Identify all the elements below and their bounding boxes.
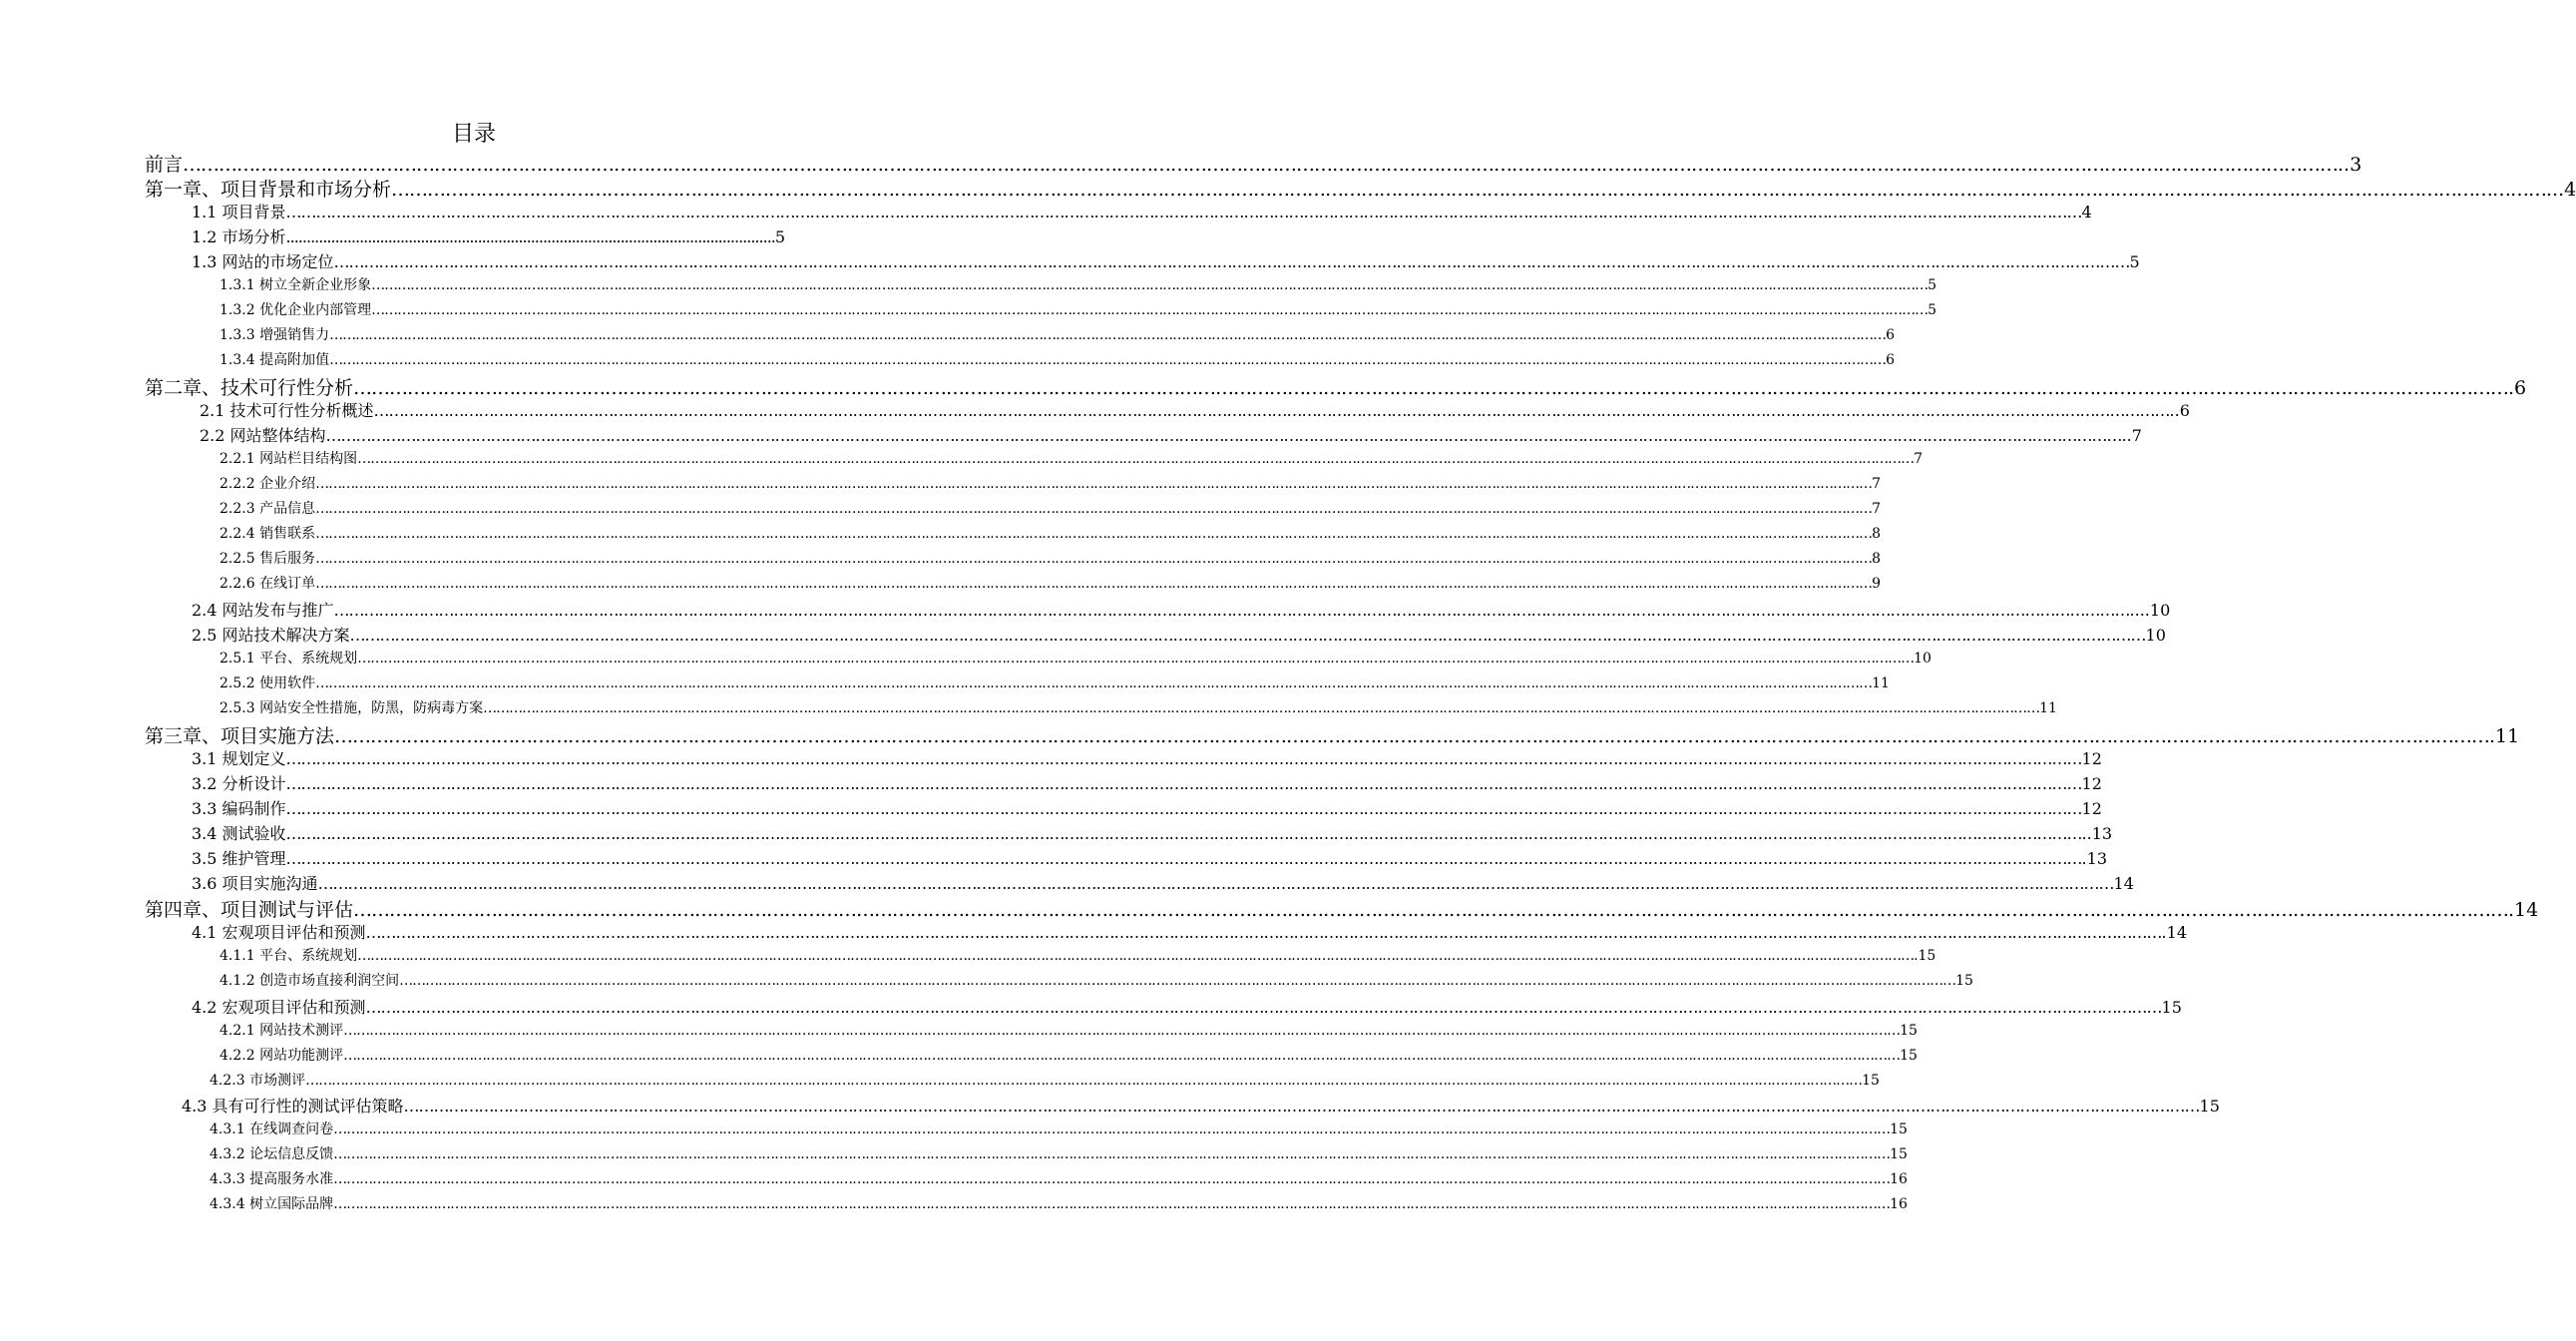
toc-entry-label: 1.3 网站的市场定位 <box>192 252 334 271</box>
toc-entry-page-number: ..7 <box>2121 426 2142 445</box>
dot-leader: ……………………………………………………………………………………………………………………………………………………………………………………………………………………………………………………………………………………………………………………………… <box>333 1121 1891 1137</box>
toc-entry-page-number: 6 <box>1886 352 1895 368</box>
toc-entry[interactable] <box>219 299 1936 319</box>
toc-entry-label: 第四章、项目测试与评估 <box>145 899 354 921</box>
toc-entry[interactable] <box>192 224 786 247</box>
toc-title: 目录 <box>451 122 496 147</box>
toc-entry[interactable] <box>219 523 1881 543</box>
dot-leader: ……………………………………………………………………………………………………………………………………………………………………………………………………………………………………………………………………………………………………………………………… <box>334 725 2490 747</box>
toc-entry[interactable] <box>192 995 2182 1018</box>
dot-leader: ……………………………………………………………………………………………………………………………………………………………………………………………………………………………………………………………………………………………………………………………… <box>285 824 2082 843</box>
toc-entry[interactable] <box>192 200 2092 223</box>
toc-entry-label: 2.2.2 企业介绍 <box>219 476 316 492</box>
toc-entry[interactable] <box>219 970 1973 990</box>
toc-entry[interactable] <box>200 398 2190 421</box>
toc-entry-page-number: ..6 <box>2169 401 2190 420</box>
toc-entry-label: 1.2 市场分析 <box>192 227 286 246</box>
toc-entry-page-number: 15 <box>1890 1146 1908 1162</box>
toc-entry-label: 2.5.3 网站安全性措施，防黑，防病毒方案 <box>219 700 484 716</box>
toc-entry[interactable] <box>219 1020 1918 1040</box>
dot-leader: ……………………………………………………………………………………………………………………………………………………………………………………………………………………………………………………………………………………………………………………………… <box>315 551 1873 567</box>
toc-entry-label: 2.5 网站技术解决方案 <box>192 626 350 645</box>
dot-leader: ……………………………………………………………………………………………………………………………………………………………………………………………………………………………………………………………………………………………………………………………… <box>403 1097 2200 1116</box>
toc-entry-label: 4.2 宏观项目评估和预测 <box>192 998 366 1017</box>
toc-entry-label: 4.3.2 论坛信息反馈 <box>210 1146 334 1162</box>
toc-entry-page-number: 15 <box>1862 1073 1880 1089</box>
toc-entry[interactable] <box>210 1168 1908 1188</box>
toc-entry[interactable] <box>219 672 1890 692</box>
toc-entry-page-number: 8 <box>1872 526 1881 542</box>
toc-entry-page-number: 7 <box>1914 451 1923 467</box>
toc-entry-page-number: 7 <box>1872 501 1881 517</box>
toc-entry-label: 2.4 网站发布与推广 <box>192 601 334 620</box>
toc-entry[interactable] <box>219 498 1881 518</box>
dot-leader: ……………………………………………………………………………………………………………………………………………………………………………………………………………………………………………………………………………………………………………………………… <box>315 501 1873 517</box>
dot-leader: ……………………………………………………………………………………………………………………………………………………………………………………………………………………………………………………………………………………………………………………………… <box>285 849 2082 868</box>
toc-entry[interactable] <box>210 1070 1880 1090</box>
toc-entry-label: 2.2.4 销售联系 <box>219 526 316 542</box>
toc-entry-label: 3.1 规划定义 <box>192 749 286 768</box>
toc-entry-label: 3.6 项目实施沟通 <box>192 874 318 893</box>
dot-leader: ……………………………………………………………………………………………………………………………………………………………………………………………………………………………………………………………………………………………………………………………… <box>305 1073 1863 1089</box>
toc-entry-label: 4.1.1 平台、系统规划 <box>219 948 358 964</box>
toc-entry[interactable] <box>219 573 1881 593</box>
toc-entry-label: 2.5.2 使用软件 <box>219 675 316 691</box>
toc-entry-label: 1.3.1 树立全新企业形象 <box>219 277 372 293</box>
dot-leader: ……………………………………………………………………………………………………………………………………………………………………………………………………………………………………………………………………………………………………………………………… <box>333 1146 1891 1162</box>
toc-entry[interactable] <box>145 175 2576 202</box>
dot-leader: ……………………………………………………………………………………………………………………………………………………………………………………………………………………………………………………………………………………………………………………………… <box>329 352 1887 368</box>
toc-entry[interactable] <box>210 1143 1908 1163</box>
toc-entry[interactable] <box>200 423 2142 446</box>
toc-entry[interactable] <box>192 249 2140 272</box>
toc-entry-page-number: 4 <box>2081 203 2092 222</box>
toc-entry[interactable] <box>219 1045 1918 1065</box>
toc-entry-page-number: 15 <box>1955 973 1973 989</box>
toc-entry-label: 2.2 网站整体结构 <box>200 426 326 445</box>
dot-leader: ……………………………………………………………………………………………………………………………………………………………………………………………………………………………………………………………………………………………………………………………… <box>285 203 2082 222</box>
toc-entry-label: 1.3.3 增强销售力 <box>219 327 330 343</box>
dot-leader: ……………………………………………………………………………………………………………………………………………………………………………………………………………………………………………………………………………………………………………………………… <box>349 626 2146 645</box>
toc-entry-page-number: 7 <box>1872 476 1881 492</box>
toc-entry-label: 2.2.5 售后服务 <box>219 551 316 567</box>
toc-entry-page-number: 10 <box>2145 626 2166 645</box>
toc-entry-page-number: 6 <box>1886 327 1895 343</box>
toc-entry-label: 第三章、项目实施方法 <box>145 725 335 747</box>
toc-entry-label: 4.2.1 网站技术测评 <box>219 1023 344 1039</box>
dot-leader: ……………………………………………………………………………………………………………………………………………………………………………………………………………………………………………………………………………………………………………………………… <box>315 576 1873 592</box>
toc-entry-label: 4.3 具有可行性的测试评估策略 <box>182 1097 404 1116</box>
toc-entry[interactable] <box>192 871 2134 894</box>
toc-entry-page-number: 5 <box>1928 277 1936 293</box>
toc-entry[interactable] <box>145 373 2527 400</box>
dot-leader: ……………………………………………………………………………………………………………………………………………………………………………………………………………………………………………………………………………………………………………………………… <box>333 1171 1891 1187</box>
dot-leader: ……………………………………………………………………………………………………………………………………………………………………………………………………………………………………………………………………………………………………………………………… <box>343 1023 1901 1039</box>
toc-entry[interactable] <box>145 721 2520 748</box>
toc-entry-page-number: 12 <box>2081 799 2102 818</box>
dot-leader: ……………………………………………………………………………………………………………………………………………………………………………………………………………………………………………………………………………………………………………………………… <box>353 377 2509 399</box>
dot-leader: ……………………………………………………………………………………………………………………………………………………………………………………………………………………………………………………………………………………………………………………………… <box>365 998 2162 1017</box>
toc-entry[interactable] <box>219 697 2057 717</box>
dot-leader: ……………………………………………………………………………………………………………………………………………………………………………………………………………………………………………………………………………………………………………………………… <box>365 923 2162 942</box>
dot-leader: ……………………………………………………………………………………………………………………………………………………………………………………………………………………………………………………………………………………………………………………………… <box>315 675 1873 691</box>
toc-entry[interactable] <box>192 598 2171 621</box>
toc-entry-label: 1.3.2 优化企业内部管理 <box>219 302 372 318</box>
toc-entry-page-number: 15 <box>2199 1097 2220 1116</box>
dot-leader: ……………………………………………………………………………………………………………………………………………………………………………………………………………………………………………………………………………………………………………………………… <box>325 426 2122 445</box>
toc-entry-page-number: 14 <box>2113 874 2134 893</box>
toc-entry-page-number: .13 <box>2081 849 2107 868</box>
toc-entry-page-number: 15 <box>1890 1121 1908 1137</box>
dot-leader: ……………………………………………………………………………………………………………………………………………………………………………………………………………………………………………………………………………………………………………………………… <box>285 749 2082 768</box>
toc-entry-page-number: 15 <box>2161 998 2182 1017</box>
toc-entry[interactable] <box>210 1118 1908 1138</box>
dot-leader: ……………………………………………………………………………………………………………………………………………………………………………………………………………………………………………………………………………………………………………………………… <box>343 1048 1901 1064</box>
toc-entry[interactable] <box>219 324 1895 344</box>
dot-leader: ........................................................................................................................ <box>285 227 775 246</box>
dot-leader: ……………………………………………………………………………………………………………………………………………………………………………………………………………………………………………………………………………………………………………………………… <box>371 302 1929 318</box>
toc-entry-page-number: ..3 <box>2338 154 2362 176</box>
dot-leader: ……………………………………………………………………………………………………………………………………………………………………………………………………………………………………………………………………………………………………………………………… <box>371 277 1929 293</box>
dot-leader: ……………………………………………………………………………………………………………………………………………………………………………………………………………………………………………………………………………………………………………………………… <box>373 401 2170 420</box>
toc-entry-page-number: .14 <box>2161 923 2187 942</box>
toc-entry-label: 前言 <box>145 154 184 176</box>
dot-leader: ……………………………………………………………………………………………………………………………………………………………………………………………………………………………………………………………………………………………………………………………… <box>317 874 2114 893</box>
toc-entry[interactable] <box>219 548 1881 568</box>
toc-entry-page-number: 16 <box>1890 1171 1908 1187</box>
toc-entry-page-number: 15 <box>1900 1023 1918 1039</box>
toc-entry-page-number: 10 <box>1914 651 1932 667</box>
toc-entry[interactable] <box>182 1094 2220 1117</box>
dot-leader: ……………………………………………………………………………………………………………………………………………………………………………………………………………………………………………………………………………………………………………………………… <box>333 252 2130 271</box>
toc-entry-page-number: .15 <box>1914 948 1936 964</box>
toc-entry[interactable] <box>210 1193 1908 1213</box>
toc-entry[interactable] <box>219 274 1936 294</box>
toc-entry-label: 3.4 测试验收 <box>192 824 286 843</box>
toc-entry-page-number: 12 <box>2081 774 2102 793</box>
dot-leader: ……………………………………………………………………………………………………………………………………………………………………………………………………………………………………………………………………………………………………………………………… <box>333 601 2130 620</box>
toc-entry-label: 3.3 编码制作 <box>192 799 286 818</box>
toc-entry-page-number: .6 <box>2508 377 2527 399</box>
toc-entry-label: 4.3.1 在线调查问卷 <box>210 1121 334 1137</box>
toc-entry-page-number: 15 <box>1900 1048 1918 1064</box>
toc-entry-label: 第二章、技术可行性分析 <box>145 377 354 399</box>
toc-entry-label: 1.3.4 提高附加值 <box>219 352 330 368</box>
toc-entry[interactable] <box>192 920 2187 943</box>
dot-leader: ……………………………………………………………………………………………………………………………………………………………………………………………………………………………………………………………………………………………………………………………… <box>183 154 2339 176</box>
toc-entry[interactable] <box>192 771 2102 794</box>
toc-entry[interactable] <box>192 821 2113 844</box>
toc-entry[interactable] <box>219 349 1895 369</box>
dot-leader: ……………………………………………………………………………………………………………………………………………………………………………………………………………………………………………………………………………………………………………………………… <box>285 774 2082 793</box>
toc-entry-label: 1.1 项目背景 <box>192 203 286 222</box>
toc-entry-label: 3.2 分析设计 <box>192 774 286 793</box>
dot-leader: ……………………………………………………………………………………………………………………………………………………………………………………………………………………………………………………………………………………………………………………………… <box>315 526 1873 542</box>
toc-entry[interactable] <box>145 150 2362 177</box>
toc-entry-label: 2.2.1 网站栏目结构图 <box>219 451 358 467</box>
toc-entry[interactable] <box>192 846 2107 869</box>
dot-leader: ……………………………………………………………………………………………………………………………………………………………………………………………………………………………………………………………………………………………………………………………… <box>357 948 1915 964</box>
toc-entry[interactable] <box>145 895 2539 922</box>
toc-entry-label: 4.1 宏观项目评估和预测 <box>192 923 366 942</box>
toc-entry[interactable] <box>219 473 1881 493</box>
dot-leader: ……………………………………………………………………………………………………………………………………………………………………………………………………………………………………………………………………………………………………………………………… <box>391 179 2547 201</box>
dot-leader: ……………………………………………………………………………………………………………………………………………………………………………………………………………………………………………………………………………………………………………………………… <box>353 899 2509 921</box>
toc-entry-label: 4.2.2 网站功能测评 <box>219 1048 344 1064</box>
dot-leader: ……………………………………………………………………………………………………………………………………………………………………………………………………………………………………………………………………………………………………………………………… <box>357 651 1915 667</box>
toc-entry-label: 4.3.3 提高服务水准 <box>210 1171 334 1187</box>
toc-entry-page-number: 16 <box>1890 1196 1908 1212</box>
toc-entry-label: 3.5 维护管理 <box>192 849 286 868</box>
toc-entry-label: 2.1 技术可行性分析概述 <box>200 401 374 420</box>
toc-entry-label: 2.2.3 产品信息 <box>219 501 316 517</box>
toc-entry-label: 2.2.6 在线订单 <box>219 576 316 592</box>
toc-entry-label: 第一章、项目背景和市场分析 <box>145 179 392 201</box>
toc-entry-label: 4.3.4 树立国际品牌 <box>210 1196 334 1212</box>
toc-entry-page-number: 11 <box>1872 675 1890 691</box>
dot-leader: ……………………………………………………………………………………………………………………………………………………………………………………………………………………………………………………………………………………………………………………………… <box>285 799 2082 818</box>
toc-entry[interactable] <box>219 945 1936 965</box>
toc-entry[interactable] <box>192 746 2102 769</box>
dot-leader: ……………………………………………………………………………………………………………………………………………………………………………………………………………………………………………………………………………………………………………………………… <box>315 476 1873 492</box>
toc-entry-page-number: 5 <box>774 227 786 246</box>
toc-entry-label: 4.2.3 市场测评 <box>210 1073 306 1089</box>
toc-entry-page-number: 12 <box>2081 749 2102 768</box>
toc-entry-page-number: ..13 <box>2081 824 2113 843</box>
toc-entry-page-number: .14 <box>2508 899 2539 921</box>
toc-entry-page-number: 5 <box>1928 302 1936 318</box>
dot-leader: ……………………………………………………………………………………………………………………………………………………………………………………………………………………………………………………………………………………………………………………………… <box>329 327 1887 343</box>
toc-entry-page-number: 9 <box>1872 576 1881 592</box>
toc-entry-page-number: 11 <box>2039 700 2057 716</box>
toc-entry-label: 2.5.1 平台、系统规划 <box>219 651 358 667</box>
toc-entry-page-number: ...4 <box>2546 179 2576 201</box>
toc-entry-page-number: 5 <box>2129 252 2140 271</box>
toc-entry-page-number: .11 <box>2489 725 2520 747</box>
toc-entry-page-number: 8 <box>1872 551 1881 567</box>
toc-entry[interactable] <box>219 448 1923 468</box>
dot-leader: ……………………………………………………………………………………………………………………………………………………………………………………………………………………………………………………………………………………………………………………………… <box>333 1196 1891 1212</box>
toc-entry[interactable] <box>192 796 2102 819</box>
dot-leader: ……………………………………………………………………………………………………………………………………………………………………………………………………………………………………………………………………………………………………………………………… <box>399 973 1956 989</box>
toc-entry-label: 4.1.2 创造市场直接利润空间 <box>219 973 400 989</box>
dot-leader: ……………………………………………………………………………………………………………………………………………………………………………………………………………………………………………………………………………………………………………………………… <box>357 451 1915 467</box>
toc-entry[interactable] <box>219 648 1932 668</box>
toc-entry[interactable] <box>192 623 2166 646</box>
toc-entry-page-number: ....10 <box>2129 601 2171 620</box>
dot-leader: ……………………………………………………………………………………………………………………………………………………………………………………………………………………………………………………………………………………………………………………………… <box>483 700 2040 716</box>
